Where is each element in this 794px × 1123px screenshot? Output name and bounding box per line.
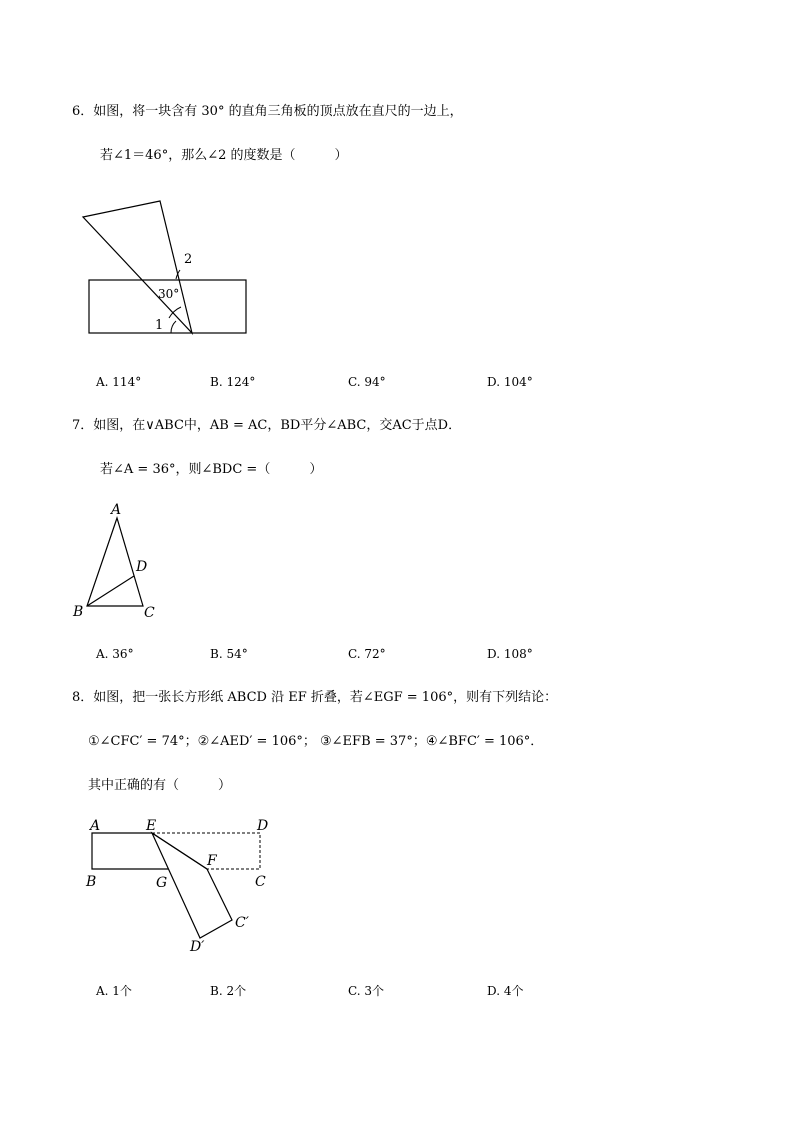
label-b: B: [73, 604, 84, 620]
q6-figure: [80, 195, 260, 345]
q7-figure: [70, 498, 170, 626]
label-f: F: [207, 853, 217, 869]
label-g: G: [156, 875, 168, 891]
label-angle2: 2: [184, 252, 193, 267]
q6-stem-line1: 6．如图，将一块含有 30° 的直角三角板的顶点放在直尺的一边上，: [72, 104, 463, 119]
q6-option-d: D. 104°: [487, 375, 533, 389]
q8-option-a: A. 1个: [96, 984, 132, 998]
q8-stem-line2: ①∠CFC′ = 74°；②∠AED′ = 106°； ③∠EFB = 37°；④∠BFC′ = 106°．: [88, 734, 544, 749]
q7-option-d: D. 108°: [487, 647, 533, 661]
rect-left-part: [92, 833, 168, 869]
q6-option-c: C. 94°: [348, 375, 386, 389]
q8-figure: [80, 812, 280, 957]
q8-option-d: D. 4个: [487, 984, 524, 998]
q8-stem-line1: 8．如图，把一张长方形纸 ABCD 沿 EF 折叠，若∠EGF = 106°，则有下列结论：: [72, 690, 558, 705]
label-c-prime: C′: [235, 915, 249, 931]
label-30-degrees: 30°: [158, 287, 180, 301]
q6-stem-line2: 若∠1＝46°，那么∠2 的度数是（ ）: [100, 148, 348, 163]
rect-dashed-part: [152, 833, 260, 869]
q7-option-b: B. 54°: [210, 647, 248, 661]
label-d: D: [257, 818, 269, 834]
q8-option-c: C. 3个: [348, 984, 385, 998]
angle1-arc: [171, 321, 176, 333]
triangle-abc-shape: [87, 518, 143, 606]
label-b: B: [86, 874, 97, 890]
label-d-prime: D′: [190, 939, 205, 955]
q6-option-a: A. 114°: [96, 375, 142, 389]
q8-option-b: B. 2个: [210, 984, 247, 998]
q7-option-a: A. 36°: [96, 647, 134, 661]
q7-stem-line2: 若∠A = 36°，则∠BDC =（ ）: [100, 462, 323, 477]
label-angle1: 1: [155, 318, 164, 333]
q8-stem-line3: 其中正确的有（ ）: [88, 778, 232, 793]
triangle-plate-shape: [83, 201, 192, 333]
q6-option-b: B. 124°: [210, 375, 256, 389]
label-c: C: [144, 605, 155, 621]
q7-option-c: C. 72°: [348, 647, 386, 661]
label-e: E: [146, 818, 157, 834]
angle30-arc: [169, 307, 181, 318]
bisector-bd: [87, 576, 134, 606]
label-d: D: [136, 559, 148, 575]
label-a: A: [90, 818, 101, 834]
label-c: C: [255, 874, 266, 890]
q7-stem-line1: 7．如图，在∨ABC中，AB = AC，BD平分∠ABC，交AC于点D．: [72, 418, 462, 433]
label-a: A: [111, 502, 122, 518]
